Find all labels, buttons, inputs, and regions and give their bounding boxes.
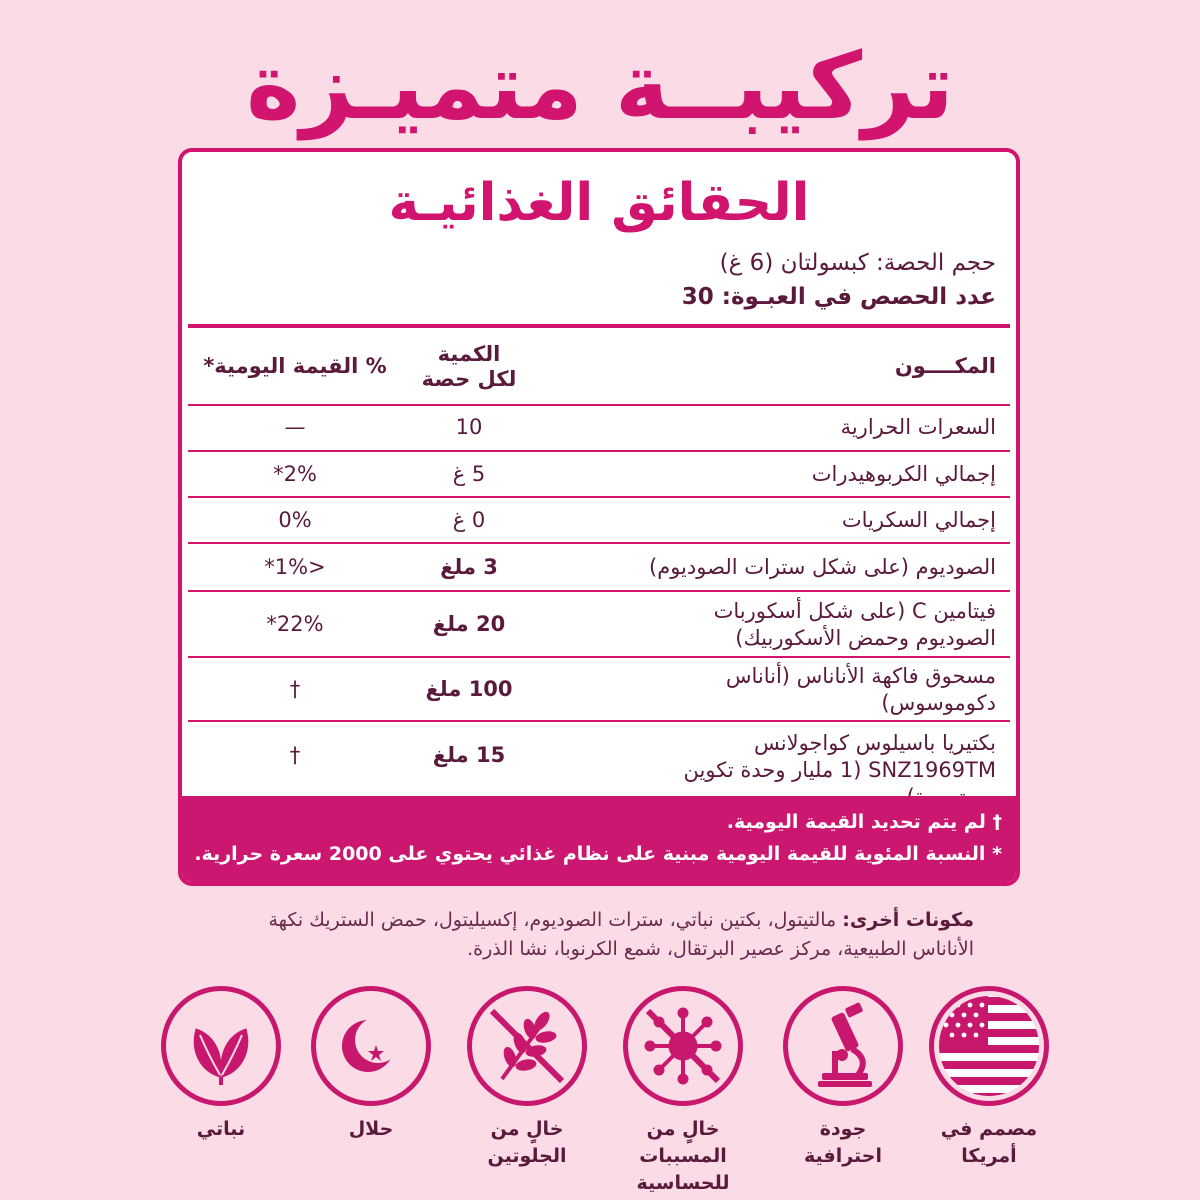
row-dv: — (284, 415, 306, 439)
badge-caption (924, 1116, 1054, 1170)
header-ingredient: المكــــون (894, 354, 996, 378)
servings-per-container: عدد الحصص في العبـوة: 30 (681, 284, 996, 310)
row-amount: 100 ملغ (425, 677, 513, 701)
row-dv: † (289, 743, 301, 767)
headline: تركيبــة متميـزة (246, 33, 954, 140)
other-ingredients (204, 906, 974, 964)
us-flag-icon (929, 986, 1049, 1106)
row-name: إجمالي الكربوهيدرات (811, 462, 996, 486)
badge-made-in-usa (924, 986, 1054, 1170)
row-dv: † (289, 677, 301, 701)
row-name: فيتامين C (على شكل أسكوربات الصوديوم وحمض الأسكوربيك) (713, 599, 996, 650)
caption-line1: خالٍ من (646, 1118, 720, 1140)
header-amount-line2: لكل حصة (421, 367, 517, 391)
caption-line2: الجلوتين (487, 1145, 567, 1167)
table-row (188, 498, 1010, 544)
header-amount-line1: الكمية (437, 342, 501, 366)
badge-professional-quality (778, 986, 908, 1170)
row-dv: 2%* (273, 462, 317, 486)
row-amount: 15 ملغ (432, 743, 506, 767)
row-dv: <1%* (264, 555, 326, 579)
badge-caption (618, 1116, 748, 1197)
vegan-leaf-icon (161, 986, 281, 1106)
footnote-dagger: † لم يتم تحديد القيمة اليومية. (726, 811, 1002, 833)
row-dv: 22%* (266, 612, 324, 636)
footnote-band (182, 796, 1016, 882)
row-dv: 0% (278, 508, 312, 532)
caption-line1: مصمم في (940, 1118, 1038, 1140)
no-gluten-icon (467, 986, 587, 1106)
header-amount (394, 342, 544, 392)
microscope-icon (783, 986, 903, 1106)
serving-info (682, 246, 996, 314)
table-row (188, 722, 1010, 792)
nutrition-facts-panel (178, 148, 1020, 886)
caption-line2: أمريكا (961, 1145, 1017, 1167)
table-header (188, 328, 1010, 406)
caption-line1: جودة احترافية (803, 1118, 882, 1167)
row-name: مسحوق فاكهة الأناناس (أناناس دكوموسوس) (725, 664, 996, 715)
badge-gluten-free (462, 986, 592, 1170)
row-name: إجمالي السكريات (841, 508, 996, 532)
halal-moon-icon (311, 986, 431, 1106)
no-allergen-icon (623, 986, 743, 1106)
badge-caption (156, 1116, 286, 1143)
caption-line1: حلال (348, 1118, 394, 1140)
badge-caption (462, 1116, 592, 1170)
row-name: السعرات الحرارية (840, 415, 996, 439)
table-row (188, 404, 1010, 452)
badge-halal (306, 986, 436, 1143)
header-dv: % القيمة اليومية* (203, 354, 387, 378)
row-amount: 10 (455, 415, 483, 439)
row-amount: 5 غ (452, 462, 486, 486)
table-row (188, 452, 1010, 498)
caption-line1: نباتي (196, 1118, 246, 1140)
serving-size: حجم الحصة: كبسولتان (6 غ) (719, 250, 996, 276)
table-row (188, 544, 1010, 592)
row-amount: 3 ملغ (440, 555, 498, 579)
footnote-star: * النسبة المئوية للقيمة اليومية مبنية على نظام غذائي يحتوي على 2000 سعرة حرارية. (194, 843, 1002, 865)
table-row (188, 592, 1010, 658)
nutrition-table (188, 404, 1010, 792)
table-row (188, 658, 1010, 722)
other-ingredients-label: مكونات أخرى: (842, 909, 974, 931)
row-name: الصوديوم (على شكل سترات الصوديوم) (649, 555, 996, 579)
row-amount: 0 غ (452, 508, 486, 532)
badge-caption (306, 1116, 436, 1143)
row-name: بكتيريا باسيلوس كواجولانس SNZ1969TM (1 مليار وحدة تكوين (683, 731, 996, 782)
panel-title: الحقائق الغذائيـة (388, 173, 810, 233)
badge-allergen-free (618, 986, 748, 1197)
row-amount: 20 ملغ (432, 612, 506, 636)
badge-vegan (156, 986, 286, 1143)
badge-caption (778, 1116, 908, 1170)
caption-line2: المسببات للحساسية (636, 1145, 730, 1194)
other-ingredients-text: مالتيتول، بكتين نباتي، سترات الصوديوم، إكسيليتول، حمض الستريك نكهة الأناناس الطبيعية، مركز عصير البرتقال، شمع الكرنوبا، نشا الذرة. (268, 909, 974, 960)
caption-line1: خالٍ من (490, 1118, 564, 1140)
